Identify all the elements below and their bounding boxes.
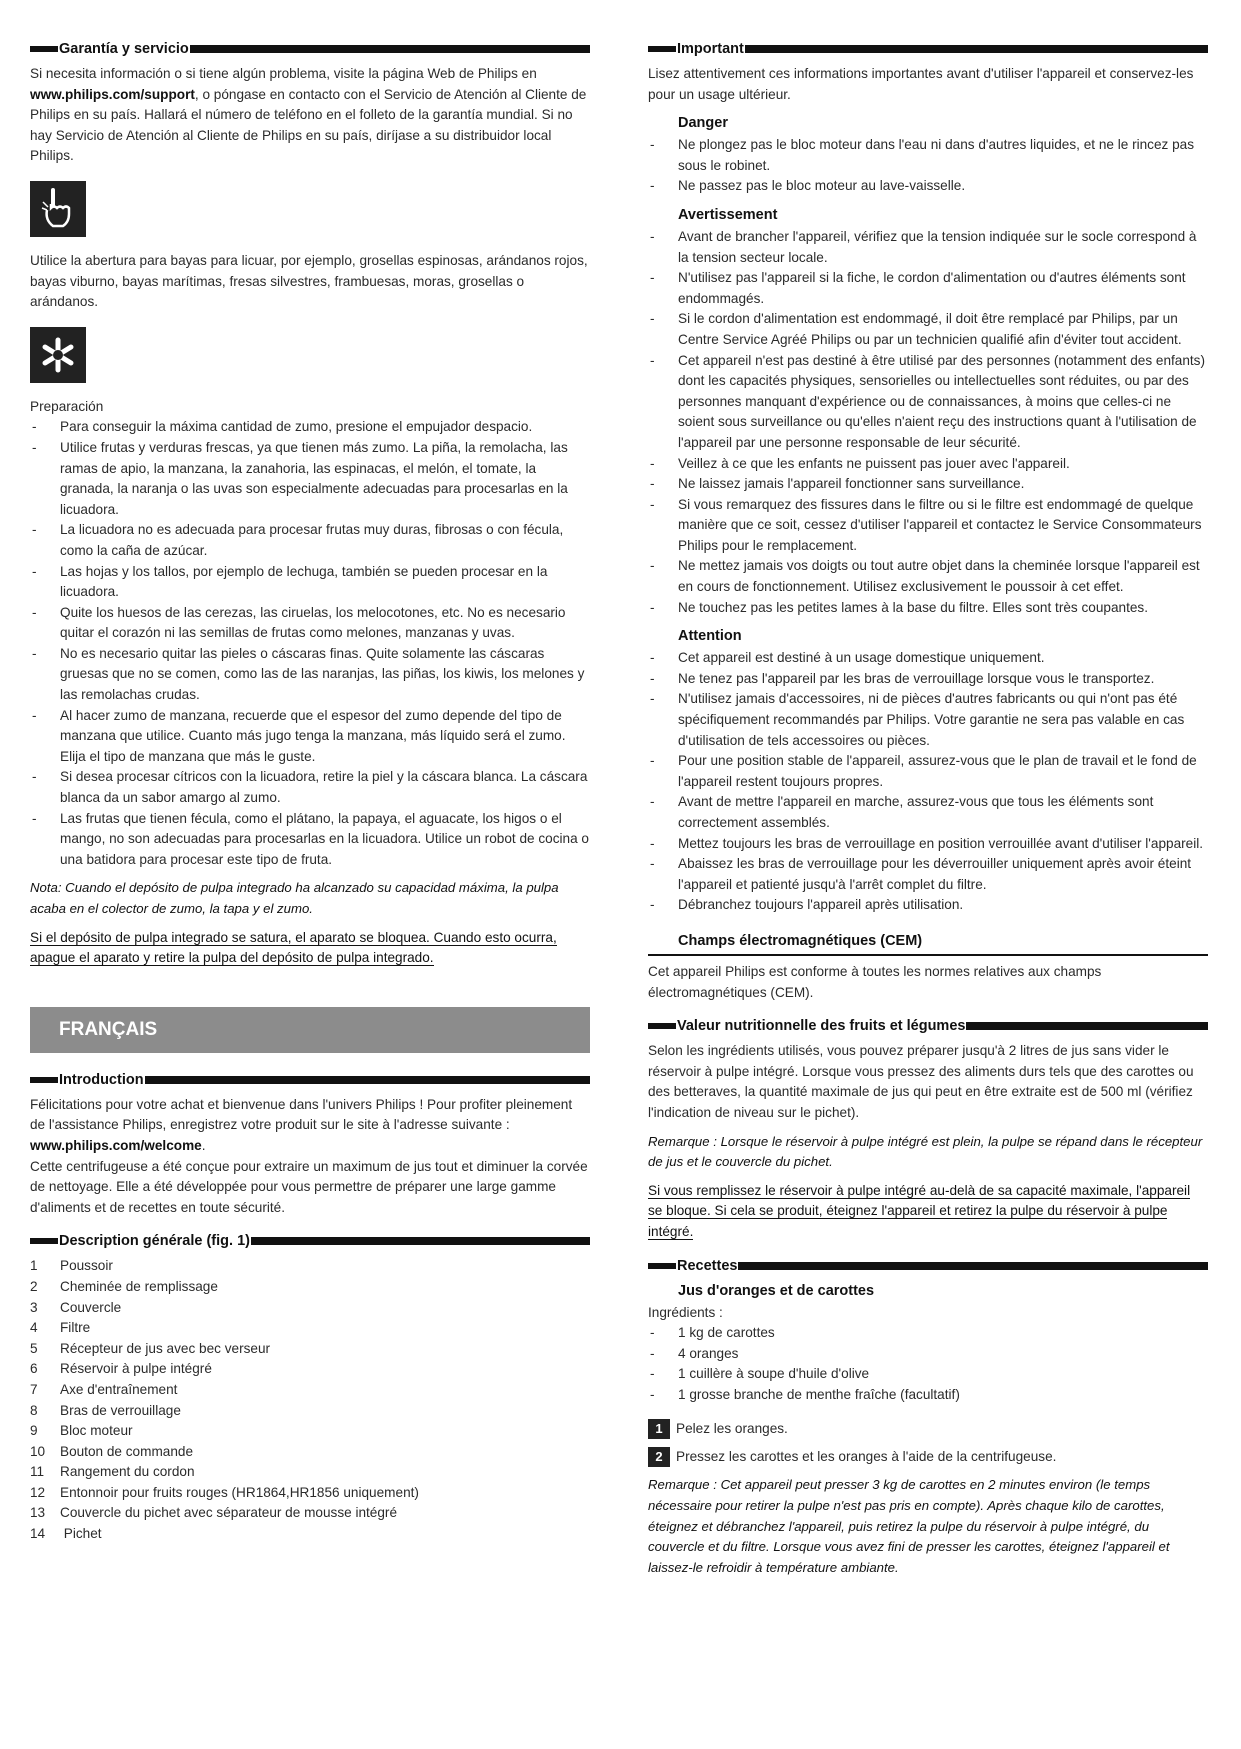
ingredients-label: Ingrédients : (648, 1304, 723, 1320)
list-item: - Si desea procesar cítricos con la licuadora, retire la piel y la cáscara blanca. La cáscara blanca da un sabor amargo al zumo. (30, 767, 590, 808)
list-item: - Quite los huesos de las cerezas, las ciruelas, los melocotones, etc. No es necesario quitar el corazón ni las semillas de frutas como melones, manzanas y uvas. (30, 603, 590, 644)
part-item: 9 Bloc moteur (30, 1423, 133, 1439)
list-item: - N'utilisez jamais d'accessoires, ni de pièces d'autres fabricants ou qui n'ont pas été spécifiquement recommandés par Philips. Votre garantie ne sera pas valable en cas d'utilisation de tels accessoires ou pièces. (648, 689, 1208, 751)
list-item: - Ne plongez pas le bloc moteur dans l'eau ni dans d'autres liquides, et ne le rincez pas sous le robinet. (648, 135, 1208, 176)
cem-heading: Champs électromagnétiques (CEM) (648, 930, 1208, 956)
language-banner: FRANÇAIS (30, 1007, 590, 1053)
part-item: 11 Rangement du cordon (30, 1464, 195, 1480)
left-column (30, 40, 590, 1545)
recipe-name: Jus d'oranges et de carottes (678, 1282, 875, 1299)
ingredient-item: - 4 oranges (648, 1344, 1208, 1365)
warning-heading: Avertissement (678, 206, 778, 223)
list-item: - Utilice frutas y verduras frescas, ya que tienen más zumo. La piña, la remolacha, las ramas de apio, la manzana, la zanahoria, las espinacas, el melón, el tomate, la granada, la naranja o las uvas son especialmente adecuadas para procesarlas en la licuadora. (30, 438, 590, 520)
welcome-link[interactable]: www.philips.com/welcome (30, 1137, 202, 1153)
recipe-step: 1 Pelez les oranges. (648, 1419, 1208, 1439)
recipe-steps (648, 1419, 1208, 1467)
list-item: - Cet appareil n'est pas destiné à être utilisé par des personnes (notamment des enfants) dont les capacités physiques, sensorielles ou intellectuelles sont réduites, ou par des personnes manquant d'expérience ou de connaissances, à moins que celles-ci ne soient sous surveillance ou qu'elles n'aient reçu des instructions quant à l'utilisation de l'appareil par une personne responsable de leur sécurité. (648, 351, 1208, 454)
list-item: - Avant de mettre l'appareil en marche, assurez-vous que tous les éléments sont correctement assemblés. (648, 792, 1208, 833)
list-item: - Ne mettez jamais vos doigts ou tout autre objet dans la cheminée lorsque l'appareil est en cours de fonctionnement. Utilisez exclusivement le poussoir à cet effet. (648, 556, 1208, 597)
part-item: 8 Bras de verrouillage (30, 1402, 181, 1418)
warning-list (648, 227, 1208, 618)
step-number: 2 (648, 1447, 670, 1467)
part-item: 3 Couvercle (30, 1299, 122, 1315)
ingredient-item: - 1 cuillère à soupe d'huile d'olive (648, 1364, 1208, 1385)
cem-paragraph: Cet appareil Philips est conforme à toutes les normes relatives aux champs électromagnétiques (CEM). (648, 963, 1102, 1000)
part-item: 10 Bouton de commande (30, 1443, 194, 1459)
recipe-note: Remarque : Cet appareil peut presser 3 kg de carottes en 2 minutes environ (le temps nécessaire pour retirer la pulpe n'est pas pris en compte). Après chaque kilo de carottes, éteignez et débranchez l'appareil, puis retirez la pulpe du réservoir à pulpe intégré, du couvercle et du filtre. Lorsque vous avez fini de presser les carottes, éteignez l'appareil et laissez-le refroidir à température ambiante. (648, 1477, 1170, 1575)
section-header-recipes: Recettes (648, 1257, 1208, 1275)
es-note: Nota: Cuando el depósito de pulpa integrado ha alcanzado su capacidad máxima, la pulpa acaba en el colector de zumo, la tapa y el zumo. (30, 880, 559, 916)
prep-list (30, 417, 590, 870)
berry-tip: Utilice la abertura para bayas para licuar, por ejemplo, grosellas espinosas, arándanos rojos, bayas viburno, bayas marítimas, fresas silvestres, frambuesas, moras, grosellas o arándanos. (30, 252, 588, 310)
step-number: 1 (648, 1419, 670, 1439)
berry-icon (30, 327, 86, 383)
ingredient-item: - 1 kg de carottes (648, 1323, 1208, 1344)
list-item: - Avant de brancher l'appareil, vérifiez que la tension indiquée sur le socle correspond à la tension secteur locale. (648, 227, 1208, 268)
list-item: - N'utilisez pas l'appareil si la fiche, le cordon d'alimentation ou d'autres éléments sont endommagés. (648, 268, 1208, 309)
nutrition-note: Remarque : Lorsque le réservoir à pulpe intégré est plein, la pulpe se répand dans le récepteur de jus et le couvercle du pichet. (648, 1133, 1203, 1170)
list-item: - Al hacer zumo de manzana, recuerde que el espesor del zumo depende del tipo de manzana que utilice. Cuanto más jugo tenga la manzana, más líquido será el zumo. Elija el tipo de manzana que más le guste. (30, 706, 590, 768)
list-item: - Cet appareil est destiné à un usage domestique uniquement. (648, 648, 1208, 669)
list-item: - Las hojas y los tallos, por ejemplo de lechuga, también se pueden procesar en la licuadora. (30, 562, 590, 603)
intro-paragraph-2: Cette centrifugeuse a été conçue pour extraire un maximum de jus tout et diminuer la corvée de nettoyage. Elle a été développée pour vous permettre de préparer une large gamme d'aliments et de recettes en toute sécurité. (30, 1158, 588, 1215)
list-item: - Si vous remarquez des fissures dans le filtre ou si le filtre est endommagé de quelque manière que ce soit, cessez d'utiliser l'appareil et contactez le Service Consommateurs Philips pour le remplacement. (648, 495, 1208, 557)
list-item: - Veillez à ce que les enfants ne puissent pas jouer avec l'appareil. (648, 454, 1208, 475)
list-item: - Mettez toujours les bras de verrouillage en position verrouillée avant d'utiliser l'appareil. (648, 834, 1208, 855)
part-item: 1 Poussoir (30, 1258, 113, 1274)
ingredient-item: - 1 grosse branche de menthe fraîche (facultatif) (648, 1385, 1208, 1406)
list-item: - Ne touchez pas les petites lames à la base du filtre. Elles sont très coupantes. (648, 598, 1208, 619)
nutrition-warning: Si vous remplissez le réservoir à pulpe intégré au-delà de sa capacité maximale, l'appareil se bloque. Si cela se produit, éteignez l'appareil et retirez la pulpe du réservoir à pulpe intégré. (648, 1182, 1191, 1239)
part-item: 13 Couvercle du pichet avec séparateur de mousse intégré (30, 1505, 398, 1521)
list-item: - Si le cordon d'alimentation est endommagé, il doit être remplacé par Philips, par un Centre Service Agréé Philips ou par un technicien qualifié afin d'éviter tout accident. (648, 309, 1208, 350)
hand-icon (30, 181, 86, 237)
part-item: 12 Entonnoir pour fruits rouges (HR1864,HR1856 uniquement) (30, 1484, 419, 1500)
list-item: - Para conseguir la máxima cantidad de zumo, presione el empujador despacio. (30, 417, 590, 438)
part-item: 2 Cheminée de remplissage (30, 1278, 218, 1294)
important-paragraph: Lisez attentivement ces informations importantes avant d'utiliser l'appareil et conservez-les pour un usage ultérieur. (648, 66, 1194, 102)
list-item: - Las frutas que tienen fécula, como el plátano, la papaya, el aguacate, los higos o el mango, no son adecuadas para procesarlas en la licuadora. Utilice un robot de cocina o una batidora para procesar este tipo de fruta. (30, 809, 590, 871)
prep-title: Preparación (30, 398, 104, 414)
section-header-important: Important (648, 40, 1208, 58)
recipe-step: 2 Pressez les carottes et les oranges à l'aide de la centrifugeuse. (648, 1447, 1208, 1467)
list-item: - Ne passez pas le bloc moteur au lave-vaisselle. (648, 176, 1208, 197)
right-column (648, 40, 1208, 1578)
list-item: - Abaissez les bras de verrouillage pour les déverrouiller uniquement après avoir éteint l'appareil et patienté jusqu'à l'arrêt complet du filtre. (648, 854, 1208, 895)
part-item: 7 Axe d'entraînement (30, 1381, 178, 1397)
part-item: 4 Filtre (30, 1320, 91, 1336)
list-item: - La licuadora no es adecuada para procesar frutas muy duras, fibrosas o con fécula, como la caña de azúcar. (30, 520, 590, 561)
part-item: 5 Récepteur de jus avec bec verseur (30, 1340, 271, 1356)
list-item: - Ne tenez pas l'appareil par les bras de verrouillage lorsque vous le transportez. (648, 669, 1208, 690)
ingredients-list (648, 1323, 1208, 1405)
danger-heading: Danger (678, 115, 728, 132)
list-item: - Débranchez toujours l'appareil après utilisation. (648, 895, 1208, 916)
es-warning: Si el depósito de pulpa integrado se satura, el aparato se bloquea. Cuando esto ocurra, apague el aparato y retire la pulpa del depósito de pulpa integrado. (30, 929, 557, 966)
parts-list (30, 1256, 590, 1544)
part-item: 14 Pichet (30, 1526, 102, 1542)
list-item: - No es necesario quitar las pieles o cáscaras finas. Quite solamente las cáscaras gruesas que no se comen, como las de las naranjas, las piñas, los kiwis, los melones y las remolachas crudas. (30, 644, 590, 706)
part-item: 6 Réservoir à pulpe intégré (30, 1361, 212, 1377)
section-header-introduction: Introduction (30, 1071, 590, 1089)
list-item: - Pour une position stable de l'appareil, assurez-vous que le plan de travail et le fond de l'appareil restent toujours propres. (648, 751, 1208, 792)
nutrition-paragraph: Selon les ingrédients utilisés, vous pouvez préparer jusqu'à 2 litres de jus sans vider le réservoir à pulpe intégré. Lorsque vous pressez des aliments durs tels que des carottes ou des betteraves, la quantité maximale de jus qui peut en être extraite est de 500 ml (vérifiez l'indication de niveau sur le pichet). (648, 1043, 1194, 1120)
attention-list (648, 648, 1208, 916)
support-link[interactable]: www.philips.com/support (30, 86, 195, 102)
warranty-paragraph: Si necesita información o si tiene algún problema, visite la página Web de Philips en www.philips.com/support, o póngase en contacto con el Servicio de Atención al Cliente de Philips en su país. Hallará el número de teléfono en el folleto de la garantía mundial. Si no hay Servicio de Atención al Cliente de Philips en su país, diríjase a su distribuidor local Philips. (30, 66, 587, 164)
list-item: - Ne laissez jamais l'appareil fonctionner sans surveillance. (648, 474, 1208, 495)
section-header-warranty: Garantía y servicio (30, 40, 590, 58)
intro-paragraph: Félicitations pour votre achat et bienvenue dans l'univers Philips ! Pour profiter pleinement de l'assistance Philips, enregistrez votre produit sur le site à l'adresse suivante : www.philips.com/welcome. (30, 1096, 573, 1153)
section-header-description: Description générale (fig. 1) (30, 1232, 590, 1250)
section-header-nutrition: Valeur nutritionnelle des fruits et légumes (648, 1017, 1208, 1035)
attention-heading: Attention (678, 628, 742, 645)
danger-list (648, 135, 1208, 197)
